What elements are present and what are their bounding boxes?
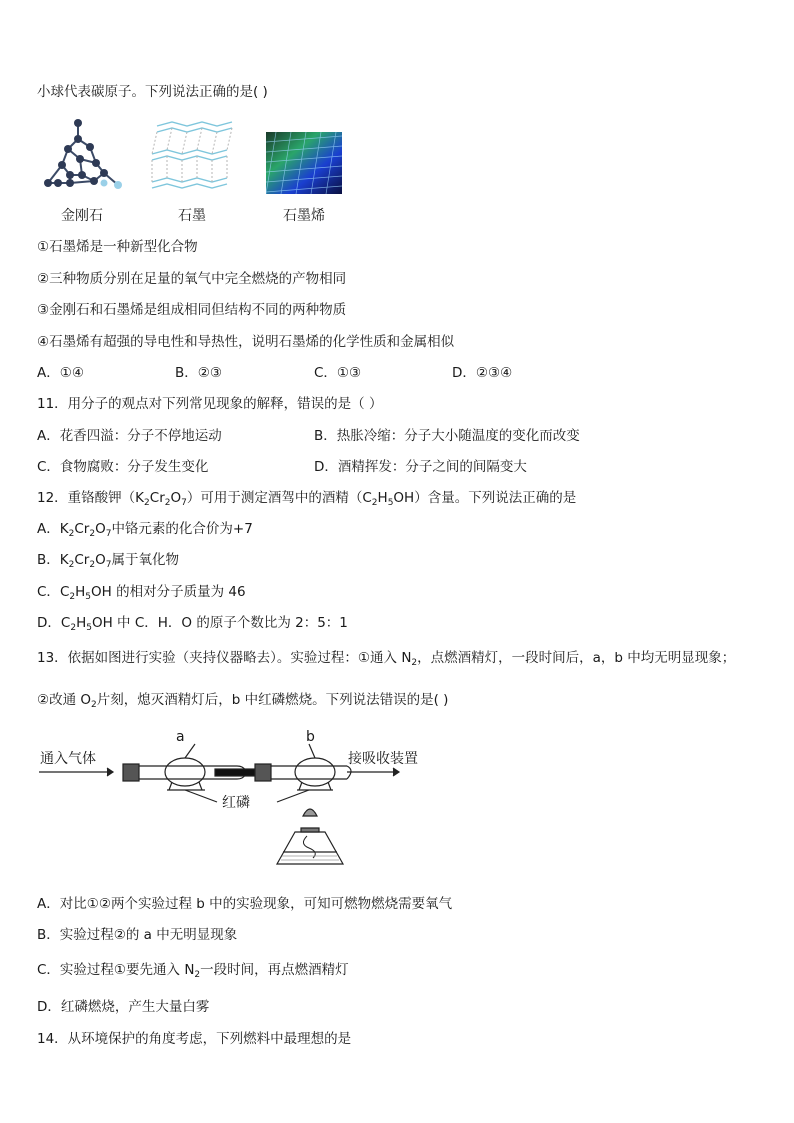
label-red-phosphorus: 红磷 xyxy=(222,795,250,811)
q13-stem-line2: ②改通 $O_2$片刻，熄灭酒精灯后，b 中红磷燃烧。下列说法错误的是( ) xyxy=(37,692,449,710)
caption-graphene: 石墨烯 xyxy=(283,208,325,224)
statement-4: ④石墨烯有超强的导电性和导热性，说明石墨烯的化学性质和金属相似 xyxy=(37,334,455,350)
caption-diamond: 金刚石 xyxy=(61,208,103,224)
graphene-structure-image xyxy=(266,132,342,194)
q11-stem: 11．用分子的观点对下列常见现象的解释，错误的是（ ） xyxy=(37,396,383,412)
q12-stem: 12．重铬酸钾$(K_2Cr_2O_7)$可用于测定酒驾中的酒精$(C_2H_5OH)$含量。下列说法正确的是 xyxy=(37,490,577,508)
statement-1: ①石墨烯是一种新型化合物 xyxy=(37,239,198,255)
q13-option-c: C．实验过程①要先通入 $N_2$一段时间，再点燃酒精灯 xyxy=(37,962,349,980)
diamond-structure-image xyxy=(40,115,130,195)
q10-option-a: A．①④ xyxy=(37,365,84,381)
caption-graphite: 石墨 xyxy=(178,208,206,224)
q10-option-c: C．①③ xyxy=(314,365,362,381)
q12-option-c: C．$C_2H_5OH$ 的相对分子质量为 46 xyxy=(37,584,246,602)
q11-option-c: C．食物腐败：分子发生变化 xyxy=(37,459,209,475)
q14-stem: 14．从环境保护的角度考虑，下列燃料中最理想的是 xyxy=(37,1031,352,1047)
q11-option-d: D．酒精挥发：分子之间的间隔变大 xyxy=(314,459,527,475)
label-tube-b: b xyxy=(306,729,315,745)
label-tube-a: a xyxy=(176,729,185,745)
q11-option-b: B．热胀冷缩：分子大小随温度的变化而改变 xyxy=(314,428,580,444)
label-gas-inlet: 通入气体 xyxy=(40,751,96,767)
question-intro: 小球代表碳原子。下列说法正确的是( ) xyxy=(37,84,268,100)
statement-3: ③金刚石和石墨烯是组成相同但结构不同的两种物质 xyxy=(37,302,347,318)
q12-option-b: B．$K_2Cr_2O_7$属于氧化物 xyxy=(37,552,179,570)
q11-option-a: A．花香四溢：分子不停地运动 xyxy=(37,428,222,444)
q13-option-d: D．红磷燃烧，产生大量白雾 xyxy=(37,999,210,1015)
statement-2: ②三种物质分别在足量的氧气中完全燃烧的产物相同 xyxy=(37,271,347,287)
q12-option-a: A．$K_2Cr_2O_7$中铬元素的化合价为+7 xyxy=(37,521,253,539)
q13-stem-line1: 13．依据如图进行实验（夹持仪器略去）。实验过程：①通入 $N_2$，点燃酒精灯，一段时间后，a，b 中均无明显现象； xyxy=(37,650,736,668)
label-absorption-device: 接吸收装置 xyxy=(348,751,418,767)
q13-option-b: B．实验过程②的 a 中无明显现象 xyxy=(37,927,238,943)
q10-option-d: D．②③④ xyxy=(452,365,513,381)
q10-option-b: B．②③ xyxy=(175,365,222,381)
q12-option-d: D．$C_2H_5OH$ 中 C．H．O 的原子个数比为 2：5：1 xyxy=(37,615,348,633)
graphite-structure-image xyxy=(147,118,237,193)
q13-option-a: A．对比①②两个实验过程 b 中的实验现象，可知可燃物燃烧需要氧气 xyxy=(37,896,453,912)
